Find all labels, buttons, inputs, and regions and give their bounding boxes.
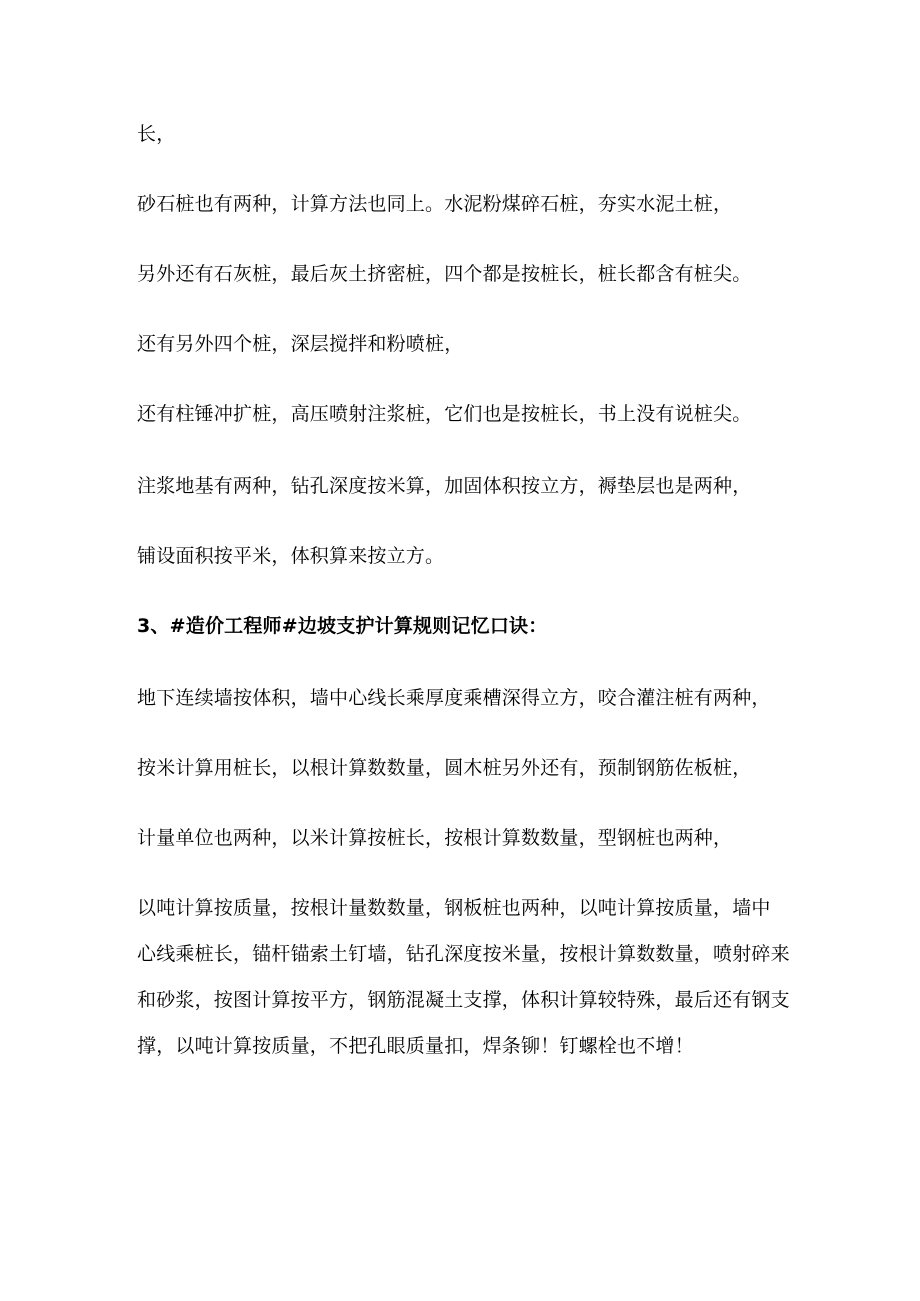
text-line-8: 地下连续墙按体积，墙中心线长乘厚度乘槽深得立方，咬合灌注桩有两种， — [137, 687, 771, 709]
text-line-6: 注浆地基有两种，钻孔深度按米算，加固体积按立方，褥垫层也是两种， — [137, 475, 752, 497]
text-line-4: 还有另外四个桩，深层搅拌和粉喷桩， — [137, 333, 464, 355]
paragraph-block — [137, 885, 797, 1069]
paragraph-line-1: 以吨计算按质量，按根计量数数量，钢板桩也两种，以吨计算按质量，墙中 — [137, 897, 771, 919]
text-line-10: 计量单位也两种，以米计算按桩长，按根计算数数量，型钢桩也两种， — [137, 827, 733, 849]
text-line-2: 砂石桩也有两种，计算方法也同上。水泥粉煤碎石桩，夯实水泥土桩， — [137, 193, 733, 215]
paragraph-line-3: 和砂浆，按图计算按平方，钢筋混凝土支撑，体积计算较特殊，最后还有钢支 — [137, 989, 790, 1011]
text-line-9: 按米计算用桩长，以根计算数数量，圆木桩另外还有，预制钢筋佐板桩， — [137, 757, 752, 779]
section-heading: 3、#造价工程师#边坡支护计算规则记忆口诀： — [137, 615, 548, 637]
paragraph-line-2: 心线乘桩长，锚杆锚索土钉墙，钻孔深度按米量，按根计算数数量，喷射碎来 — [137, 943, 790, 965]
text-line-3: 另外还有石灰桩，最后灰土挤密桩，四个都是按桩长，桩长都含有桩尖。 — [137, 263, 752, 285]
text-line-7: 铺设面积按平米，体积算来按立方。 — [137, 545, 445, 567]
text-line-5: 还有柱锤冲扩桩，高压喷射注浆桩，它们也是按桩长，书上没有说桩尖。 — [137, 403, 752, 425]
text-line-1: 长， — [137, 123, 176, 145]
paragraph-line-4: 撑，以吨计算按质量，不把孔眼质量扣，焊条铆！钉螺栓也不增！ — [137, 1035, 694, 1057]
